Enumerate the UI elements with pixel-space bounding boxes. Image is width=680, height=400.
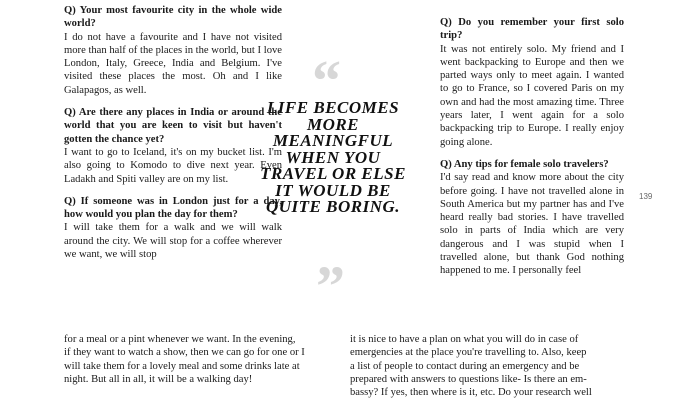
close-quote-mark: ” [316,254,345,319]
answer: I want to go to Iceland, it's on my bucket list. I'm also going to Komodo to dive next year. Even Ladakh and Spiti valley are on my list. [64,146,282,185]
answer: It was not entirely solo. My friend and I went backpacking to Europe and then we parted ways only to meet again. I wanted to go to France, so I covered Paris on my own and had the most amazing time. Three years later, I went again for a solo backpacking trip to Europe. I really enjoy going alone. [440,43,624,148]
answer: I'd say read and know more about the city before going. I have not travelled alone in South America but my partner has and I've heard really bad stories. I have travelled solo in parts of India which are very dangerous and I was stupid when I travelled alone, but thank God nothing happened to me. I personally feel [440,172,624,277]
left-column [64,4,282,261]
qa-block [64,4,282,97]
qa-block [64,195,282,261]
page-number: 139 [639,192,653,201]
question: Q) Are there any places in India or around the world that you are keen to visit but haven't gotten the chance yet? [64,107,282,145]
answer: I do not have a favourite and I have not visited more than half of the places in the world, but I love London, Italy, Greece, India and Belgium. I've visited these places the most. Oh and I like Galapagos, as well. [64,31,282,96]
text-line: a list of people to contact during an emergency and be [350,360,580,372]
left-continuation [64,333,344,386]
text-line: night. But all in all, it will be a walking day! [64,373,253,385]
answer: I will take them for a walk and we will walk around the city. We will stop for a coffee wherever we want, we will stop [64,222,282,261]
open-quote-mark: “ [312,48,341,113]
text-line: bassy? If yes, then where is it, etc. Do your research well [350,387,592,399]
qa-block [440,16,624,149]
question: Q) Any tips for female solo travelers? [440,158,609,170]
question: Q) Your most favourite city in the whole wide world? [64,5,282,30]
text-line: if they want to watch a show, then we can go for one or I [64,347,305,359]
text-line: for a meal or a pint whenever we want. In the evening, [64,334,296,345]
pull-quote: LIFE BECOMES MORE MEANINGFUL WHEN YOU TRAVEL OR ELSE IT WOULD BE QUITE BORING. [260,98,406,216]
question: Q) If someone was in London just for a day, how would you plan the day for them? [64,195,282,221]
text-line: emergencies at the place you're travelling to. Also, keep [350,347,587,359]
right-column [440,16,624,287]
qa-block [440,158,624,278]
qa-block [64,106,282,186]
text-line: it is nice to have a plan on what you will do in case of [350,334,579,345]
question: Q) Do you remember your first solo trip? [440,17,624,42]
text-line: prepared with answers to questions like- Is there an em- [350,373,587,385]
text-line: will take them for a lovely meal and some drinks late at [64,360,300,372]
right-continuation [350,333,622,399]
